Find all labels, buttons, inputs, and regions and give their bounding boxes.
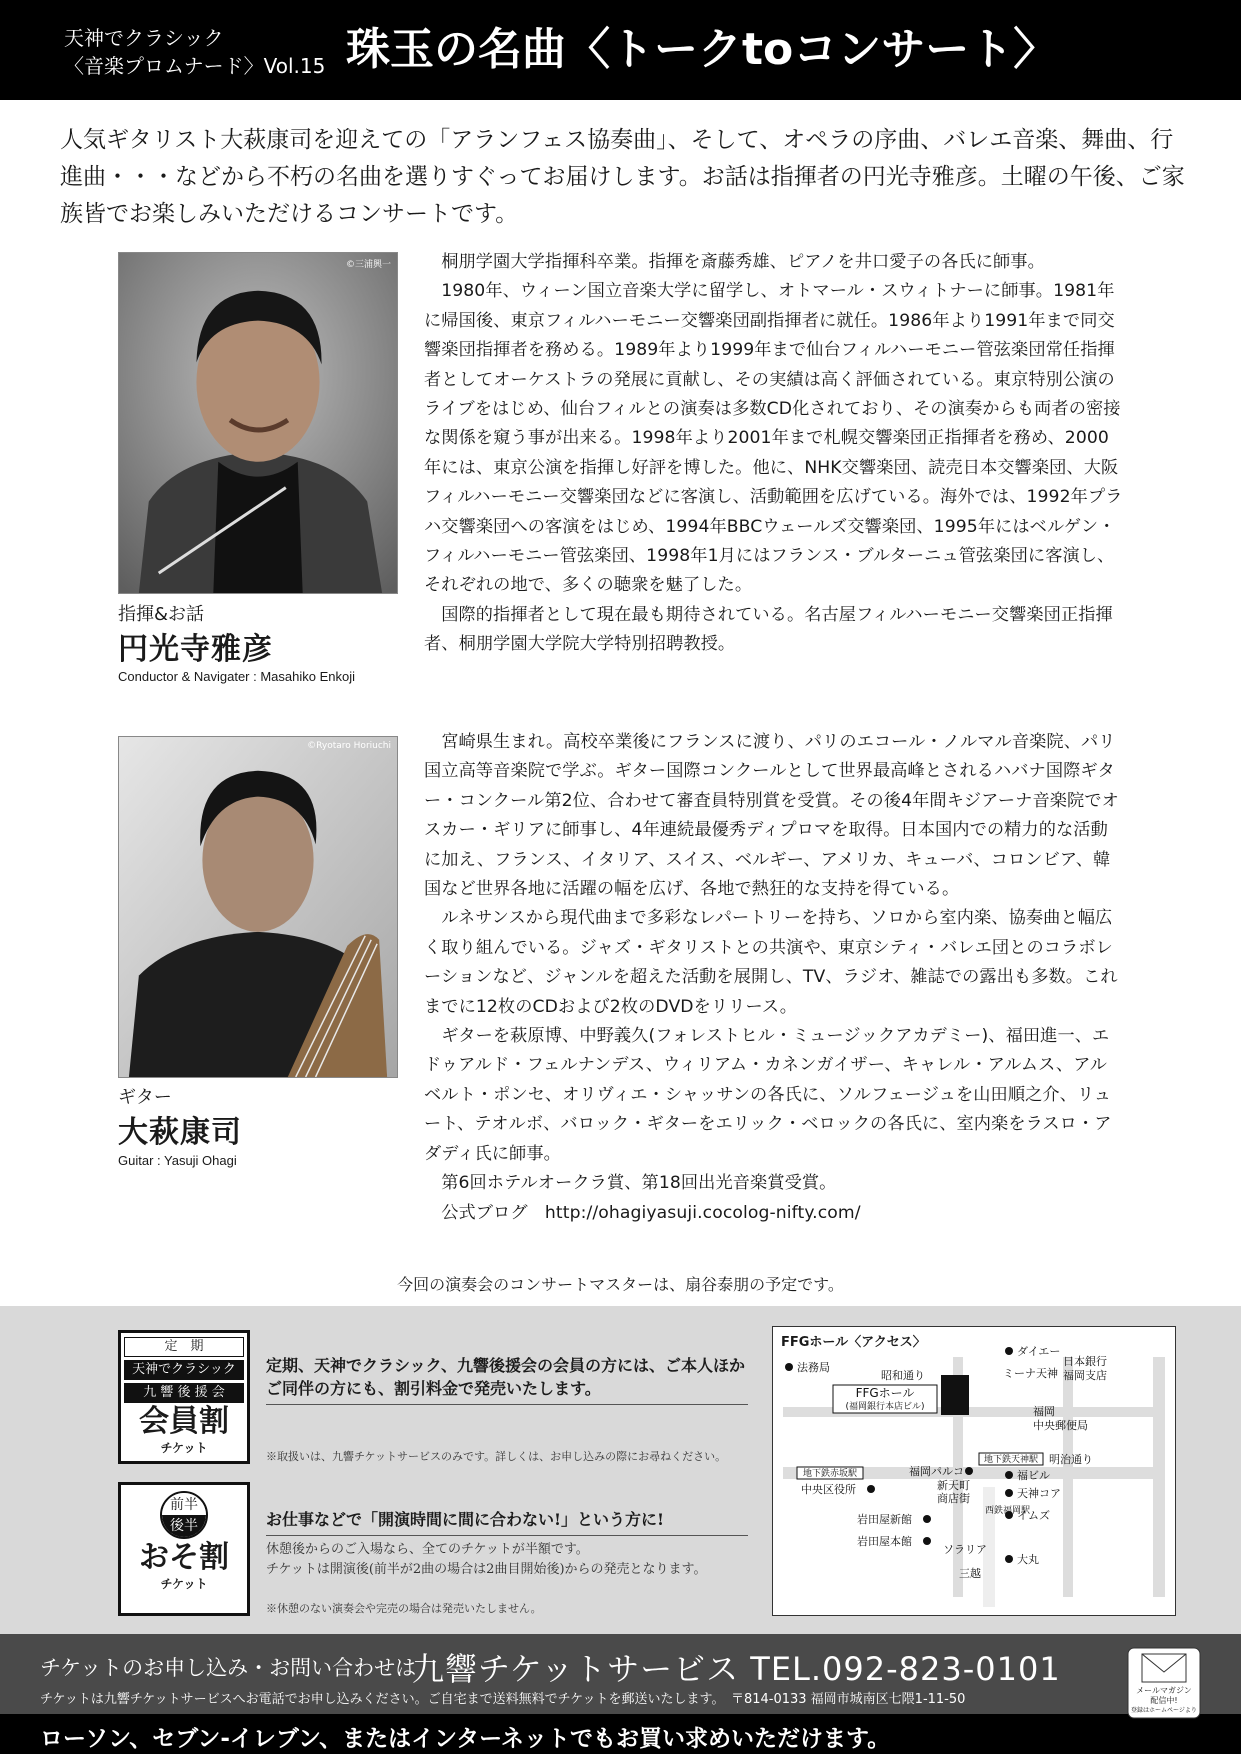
late-discount-body-2: チケットは開演後(前半が2曲の場合は2曲目開始後)からの発売となります。 bbox=[266, 1562, 707, 1577]
conductor-name-en: Conductor & Navigater : Masahiko Enkoji bbox=[118, 669, 356, 684]
late-discount-note: ※休憩のない演奏会や完売の場合は発売いたしません。 bbox=[266, 1602, 542, 1615]
map-label: 昭和通り bbox=[881, 1369, 925, 1382]
map-label: 明治通り bbox=[1049, 1453, 1093, 1466]
conductor-role: 指揮&お話 bbox=[118, 604, 205, 625]
badge-ticket: チケット bbox=[160, 1441, 208, 1455]
circle-top-label: 前半 bbox=[162, 1493, 206, 1515]
late-discount-badge bbox=[118, 1482, 250, 1616]
bio-paragraph: ギターを萩原博、中野義久(フォレストヒル・ミュージックアカデミー)、福田進一、エドゥアルド・フェルナンデス、ウィリアム・カネンガイザー、キャレル・アルムス、アルベルト・ポンセ、オリヴィエ・シャッサンの各氏に、ソルフェージュを山田順之介、リュート、テオルボ、バロック・ギターをエリック・ベロックの各氏に、室内楽をラスロ・アダディ氏に師事。 bbox=[424, 1026, 1112, 1164]
contact-phone[interactable]: 九響チケットサービス TEL.092-823-0101 bbox=[412, 1650, 1061, 1688]
badge-tag: 天神でクラシック bbox=[124, 1360, 244, 1380]
bio-paragraph: 宮崎県生まれ。高校卒業後にフランスに渡り、パリのエコール・ノルマル音楽院、パリ国立高等音楽院で学ぶ。ギター国際コンクールとして世界最高峰とされるハバナ国際ギター・コンクール第2位、合わせて審査員特別賞を受賞。その後4年間キジアーナ音楽院でオスカー・ギリアに師事し、4年連続最優秀ディプロマを取得。日本国内での精力的な活動に加え、フランス、イタリア、スイス、ベルギー、アメリカ、キューバ、コロンビア、韓国など世界各地に活躍の幅を広げ、各地で熱狂的な支持を得ている。 bbox=[424, 732, 1119, 900]
map-title: FFGホール〈アクセス〉 bbox=[781, 1335, 926, 1350]
map-hall: FFGホール bbox=[855, 1386, 915, 1400]
map-label: ミーナ天神 bbox=[1003, 1367, 1058, 1380]
concert-title: 珠玉の名曲〈トークtoコンサート〉 bbox=[346, 24, 1058, 75]
conductor-photo bbox=[118, 252, 398, 594]
newsletter-badge[interactable] bbox=[1124, 1640, 1204, 1720]
badge-title: 会員割 bbox=[139, 1404, 229, 1439]
late-discount-heading: お仕事などで「開演時間に間に合わない!」という方に! bbox=[266, 1508, 748, 1536]
map-label: 天神コア bbox=[1017, 1487, 1061, 1500]
map-label: 三越 bbox=[959, 1567, 981, 1580]
half-circle-icon bbox=[160, 1491, 208, 1539]
series-line-1: 天神でクラシック bbox=[64, 26, 224, 50]
map-label: 福岡 bbox=[1033, 1405, 1055, 1418]
header-bar bbox=[0, 0, 1241, 100]
map-label: 地下鉄赤坂駅 bbox=[802, 1469, 858, 1479]
contact-prefix: チケットのお申し込み・お問い合わせは bbox=[40, 1656, 417, 1680]
badge-tag: 九 響 後 援 会 bbox=[124, 1383, 244, 1403]
conductor-bio bbox=[424, 248, 1124, 660]
map-label: 商店街 bbox=[937, 1492, 970, 1505]
map-label: 福ビル bbox=[1017, 1469, 1050, 1482]
newsletter-label: メールマガジン 配信中! 登録はホームページより bbox=[1131, 1686, 1197, 1714]
map-label: 地下鉄天神駅 bbox=[983, 1455, 1039, 1465]
concertmaster-note: 今回の演奏会のコンサートマスターは、扇谷泰朋の予定です。 bbox=[397, 1275, 844, 1294]
late-discount-body-1: 休憩後からのご入場なら、全てのチケットが半額です。 bbox=[266, 1542, 589, 1557]
footer bbox=[0, 1634, 1241, 1754]
bio-paragraph: ルネサンスから現代曲まで多彩なレパートリーを持ち、ソロから室内楽、協奏曲と幅広く取り組んでいる。ジャズ・ギタリストとの共演や、東京シティ・バレエ団とのコラボレーションなど、ジャンルを超えた活動を展開し、TV、ラジオ、雑誌での露出も多数。これまでに12枚のCDおよび2枚のDVDをリリース。 bbox=[424, 908, 1118, 1017]
series-line-2: 〈音楽プロムナード〉Vol.15 bbox=[64, 54, 326, 78]
map-label: 西鉄福岡駅 bbox=[985, 1506, 1031, 1516]
contact-detail: チケットは九響チケットサービスへお電話でお申し込みください。ご自宅まで送料無料でチケットを郵送いたします。 〒814-0133 福岡市城南区七隈1-11-50 bbox=[40, 1692, 966, 1707]
bio-paragraph: 1980年、ウィーン国立音楽大学に留学し、オトマール・スウィトナーに師事。1981年に帰国後、東京フィルハーモニー交響楽団副指揮者に就任。1986年より1991年まで同交響楽団指揮者を務める。1989年より1999年まで仙台フィルハーモニー管弦楽団常任指揮者としてオーケストラの発展に貢献し、その実績は高く評価されている。東京特別公演のライブをはじめ、仙台フィルとの演奏は多数CD化されており、その演奏からも両者の密接な関係を窺う事が出来る。1998年より2001年まで札幌交響楽団正指揮者を務め、2000年には、東京公演を指揮し好評を博した。他に、NHK交響楽団、読売日本交響楽団、大阪フィルハーモニー交響楽団などに客演し、活動範囲を広げている。海外では、1992年プラハ交響楽団への客演をはじめ、1994年BBCウェールズ交響楽団、1995年にはベルゲン・フィルハーモニー管弦楽団、1998年1月にはフランス・ブルターニュ管弦楽団に客演し、それぞれの地で、多くの聴衆を魅了した。 bbox=[424, 281, 1123, 596]
guitarist-role: ギター bbox=[118, 1087, 172, 1108]
conductor-name: 円光寺雅彦 bbox=[118, 632, 273, 667]
blog-link[interactable]: 公式ブログ http://ohagiyasuji.cocolog-nifty.com/ bbox=[441, 1202, 861, 1223]
map-label: 岩田屋新館 bbox=[857, 1513, 912, 1526]
photo-credit: ©三浦興一 bbox=[345, 260, 391, 270]
map-hall-sub: (福岡銀行本店ビル) bbox=[845, 1402, 925, 1412]
map-label: 新天町 bbox=[937, 1479, 970, 1492]
map-label: 福岡パルコ bbox=[909, 1465, 964, 1478]
map-label: 法務局 bbox=[797, 1361, 830, 1374]
bio-paragraph: 第6回ホテルオークラ賞、第18回出光音楽賞受賞。 bbox=[441, 1173, 837, 1194]
map-label: 日本銀行 bbox=[1063, 1355, 1107, 1368]
map-label: ダイエー bbox=[1017, 1345, 1061, 1358]
photo-credit: ©Ryotaro Horiuchi bbox=[307, 741, 391, 751]
guitarist-photo bbox=[118, 736, 398, 1078]
map-label: 大丸 bbox=[1017, 1553, 1039, 1566]
map-label: イムズ bbox=[1017, 1509, 1050, 1522]
badge-title: おそ割 bbox=[139, 1540, 229, 1575]
guitarist-bio bbox=[424, 728, 1124, 1228]
access-map bbox=[772, 1326, 1176, 1616]
intro-text: 人気ギタリスト大萩康司を迎えての「アランフェス協奏曲」、そして、オペラの序曲、バレエ音楽、舞曲、行進曲・・・などから不朽の名曲を選りすぐってお届けします。お話は指揮者の円光寺雅彦。土曜の午後、ご家族皆でお楽しみいただけるコンサートです。 bbox=[60, 127, 1185, 227]
member-discount-badge bbox=[118, 1330, 250, 1464]
badge-tag: 定 期 bbox=[124, 1337, 244, 1357]
bio-paragraph: 桐朋学園大学指揮科卒業。指揮を斎藤秀雄、ピアノを井口愛子の各氏に師事。 bbox=[441, 252, 1045, 272]
member-discount-note: ※取扱いは、九響チケットサービスのみです。詳しくは、お申し込みの際にお尋ねください。 bbox=[266, 1450, 727, 1463]
map-label: 福岡支店 bbox=[1063, 1369, 1107, 1382]
member-discount-heading: 定期、天神でクラシック、九響後援会の会員の方には、ご本人ほかご同伴の方にも、割引料金で発売いたします。 bbox=[266, 1354, 748, 1405]
other-outlets: ローソン、セブン-イレブン、またはインターネットでもお買い求めいただけます。 bbox=[40, 1726, 891, 1752]
bio-paragraph: 国際的指揮者として現在最も期待されている。名古屋フィルハーモニー交響楽団正指揮者、桐朋学園大学院大学特別招聘教授。 bbox=[424, 604, 1113, 655]
map-label: ソラリア bbox=[943, 1543, 987, 1556]
map-label: 岩田屋本館 bbox=[857, 1535, 912, 1548]
map-label: 中央郵便局 bbox=[1033, 1419, 1088, 1432]
badge-ticket: チケット bbox=[160, 1577, 208, 1591]
series-name bbox=[64, 24, 325, 80]
guitarist-name-en: Guitar : Yasuji Ohagi bbox=[118, 1153, 237, 1168]
circle-bottom-label: 後半 bbox=[162, 1515, 206, 1537]
guitarist-name: 大萩康司 bbox=[118, 1115, 242, 1150]
map-label: 中央区役所 bbox=[801, 1483, 856, 1496]
